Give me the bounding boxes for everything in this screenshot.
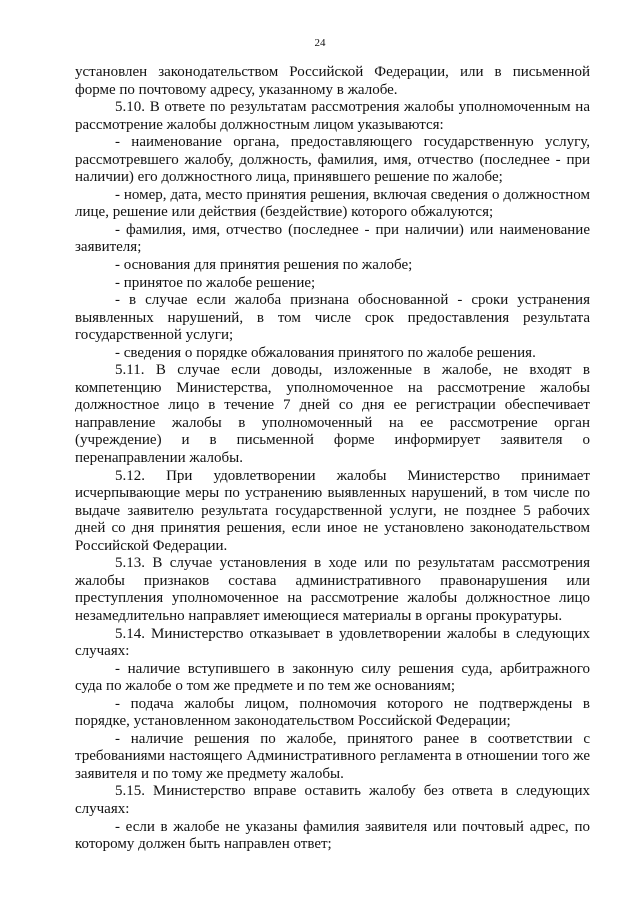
page-number: 24: [314, 37, 326, 49]
paragraph-continuation: установлен законодательством Российской Федерации, или в письменной форме по почтовому адресу, указанному в жалобе.: [75, 64, 590, 98]
document-body: [75, 64, 590, 854]
list-item-appeal-procedure: - сведения о порядке обжалования принятого по жалобе решения.: [115, 344, 536, 361]
list-item-decision-number: - номер, дата, место принятия решения, включая сведения о должностном лице, решение или действия (бездействие) которого обжалуются;: [75, 186, 590, 221]
list-item-applicant-name: - фамилия, имя, отчество (последнее - при наличии) или наименование заявителя;: [75, 221, 590, 256]
list-item-prior-decision: - наличие решения по жалобе, принятого ранее в соответствии с требованиями настоящего Административного регламента в отношении того же заявителя и по тому же предмету жалобы.: [75, 730, 590, 782]
paragraph-5-11: 5.11. В случае если доводы, изложенные в жалобе, не входят в компетенцию Министерства, уполномоченное на рассмотрение жалобы должностное лицо в течение 7 дней со дня ее регистрации обеспечивает направление жалобы в уполномоченный на ее рассмотрение орган (учреждение) и в письменной форме информирует заявителя о перенаправлении жалобы.: [75, 362, 590, 467]
paragraph-5-14: 5.14. Министерство отказывает в удовлетворении жалобы в следующих случаях:: [75, 625, 590, 660]
list-item-missing-address: - если в жалобе не указаны фамилия заявителя или почтовый адрес, по которому должен быть направлен ответ;: [75, 818, 590, 853]
paragraph-5-12: 5.12. При удовлетворении жалобы Министерство принимает исчерпывающие меры по устранению выявленных нарушений, в том числе по выдаче заявителю результата государственной услуги, не позднее 5 рабочих дней со дня принятия решения, если иное не установлено законодательством Российской Федерации.: [75, 467, 590, 554]
paragraph-5-10: 5.10. В ответе по результатам рассмотрения жалобы уполномоченным на рассмотрение жалобы должностным лицом указываются:: [75, 99, 590, 133]
paragraph-5-13: 5.13. В случае установления в ходе или по результатам рассмотрения жалобы признаков состава административного правонарушения или преступления уполномоченное на рассмотрение жалобы должностное лицо незамедлительно направляет имеющиеся материалы в органы прокуратуры.: [75, 555, 590, 624]
paragraph-5-15: 5.15. Министерство вправе оставить жалобу без ответа в следующих случаях:: [75, 783, 590, 817]
list-item-organ-name: - наименование органа, предоставляющего государственную услугу, рассмотревшего жалобу, должность, фамилия, имя, отчество (последнее - при наличии) его должностного лица, принявшего решение по жалобе;: [75, 134, 590, 186]
list-item-grounds: - основания для принятия решения по жалобе;: [115, 257, 413, 274]
list-item-decision: - принятое по жалобе решение;: [115, 274, 316, 291]
list-item-unauthorized-person: - подача жалобы лицом, полномочия которого не подтверждены в порядке, установленном законодательством Российской Федерации;: [75, 695, 590, 730]
list-item-remedy-terms: - в случае если жалоба признана обоснованной - сроки устранения выявленных нарушений, в том числе срок предоставления результата государственной услуги;: [75, 292, 590, 344]
list-item-court-decision: - наличие вступившего в законную силу решения суда, арбитражного суда по жалобе о том же предмете и по тем же основаниям;: [75, 660, 590, 695]
